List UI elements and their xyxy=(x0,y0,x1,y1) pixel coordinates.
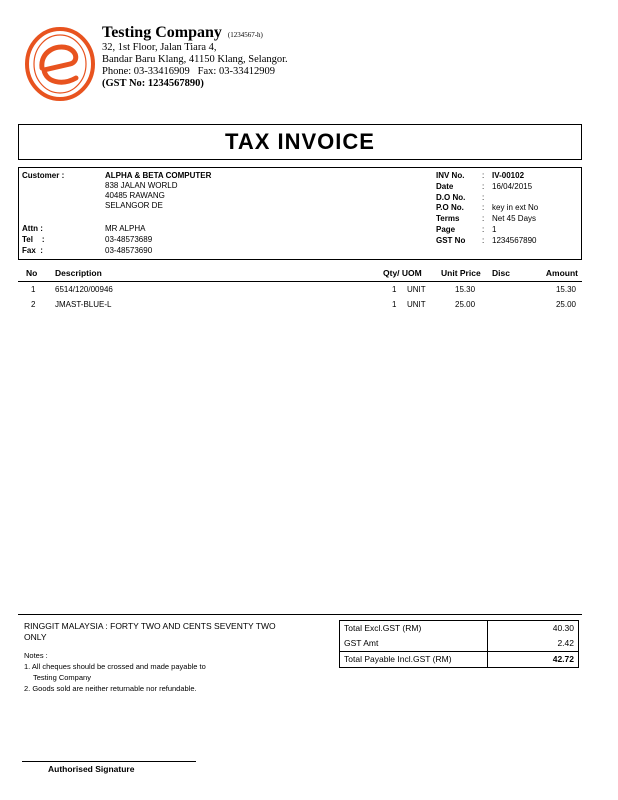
fax-value: 03-48573690 xyxy=(105,246,153,255)
total-label: Total Excl.GST (RM) xyxy=(344,623,422,633)
title-box xyxy=(18,124,582,160)
row-amount: 25.00 xyxy=(555,300,576,309)
total-row xyxy=(340,652,578,667)
meta-value: 16/04/2015 xyxy=(492,181,533,191)
meta-label: INV No. xyxy=(436,171,465,180)
total-value: 42.72 xyxy=(552,654,574,664)
meta-row: Terms : Net 45 Days xyxy=(436,214,537,224)
col-disc: Disc xyxy=(492,268,510,278)
note-1-payee: Testing Company xyxy=(33,673,91,682)
meta-value: IV-00102 xyxy=(492,171,525,180)
meta-row: P.O No. : key in ext No xyxy=(436,203,539,213)
col-description: Description xyxy=(55,268,102,278)
meta-label: P.O No. xyxy=(436,203,464,213)
note-2: 2. Goods sold are neither returnable nor refundable. xyxy=(24,684,197,693)
signature-label: Authorised Signature xyxy=(48,764,135,774)
meta-row: INV No. : IV-00102 xyxy=(436,171,525,180)
tel-value: 03-48573689 xyxy=(105,235,153,244)
company-address-1: 32, 1st Floor, Jalan Tiara 4, xyxy=(102,42,217,53)
e-letter-logo-icon xyxy=(22,26,98,102)
meta-row: GST No : 1234567890 xyxy=(436,235,537,245)
company-name-line xyxy=(102,24,288,42)
meta-row: Date : 16/04/2015 xyxy=(436,181,533,191)
company-header xyxy=(102,24,288,90)
meta-row: D.O No. : xyxy=(436,192,485,202)
row-qty: 1 xyxy=(392,300,397,309)
meta-label: Date xyxy=(436,181,454,191)
company-gst: (GST No: 1234567890) xyxy=(102,78,204,89)
customer-name: ALPHA & BETA COMPUTER xyxy=(105,171,212,180)
total-value: 2.42 xyxy=(557,638,574,648)
row-description: 6514/120/00946 xyxy=(55,285,113,294)
meta-value: 1234567890 xyxy=(492,235,537,245)
table-row xyxy=(0,285,618,296)
fax-label: Fax : xyxy=(22,246,43,255)
meta-value: 1 xyxy=(492,224,497,234)
col-unit-price: Unit Price xyxy=(441,268,481,278)
row-uom: UNIT xyxy=(407,300,426,309)
meta-row: Page : 1 xyxy=(436,224,497,234)
amount-in-words: RINGGIT MALAYSIA : FORTY TWO AND CENTS SEVENTY TWO ONLY xyxy=(24,621,276,642)
col-no: No xyxy=(26,268,38,278)
meta-value: key in ext No xyxy=(492,203,539,213)
company-reg-no: (1234567-h) xyxy=(227,31,263,39)
total-row xyxy=(340,636,578,651)
row-qty: 1 xyxy=(392,285,397,294)
footer-rule xyxy=(18,614,582,615)
total-row xyxy=(340,621,578,636)
invoice-meta xyxy=(436,171,576,247)
meta-label: D.O No. xyxy=(436,192,466,202)
customer-address-3: SELANGOR DE xyxy=(105,201,163,210)
row-uom: UNIT xyxy=(407,285,426,294)
tel-label: Tel : xyxy=(22,235,45,244)
col-amount: Amount xyxy=(545,268,578,278)
row-no: 1 xyxy=(31,285,36,294)
meta-label: Page xyxy=(436,224,456,234)
customer-label: Customer : xyxy=(22,171,65,180)
notes-label: Notes : xyxy=(24,651,48,660)
items-table-header xyxy=(0,268,618,280)
company-name: Testing Company xyxy=(102,24,222,41)
notes-block xyxy=(24,650,206,694)
signature-line xyxy=(22,761,196,762)
meta-label: GST No xyxy=(436,235,466,245)
row-description: JMAST-BLUE-L xyxy=(55,300,112,309)
totals-box xyxy=(339,620,579,668)
customer-address-1: 838 JALAN WORLD xyxy=(105,181,178,190)
row-amount: 15.30 xyxy=(555,285,576,294)
total-value: 40.30 xyxy=(552,623,574,633)
logo-e-letter xyxy=(42,47,76,82)
row-unit-price: 15.30 xyxy=(455,285,476,294)
note-1: 1. All cheques should be crossed and made payable to xyxy=(24,662,206,671)
total-label: GST Amt xyxy=(344,638,379,648)
meta-value: Net 45 Days xyxy=(492,214,537,224)
row-no: 2 xyxy=(31,300,36,309)
items-header-rule xyxy=(18,281,582,282)
attn-label: Attn : xyxy=(22,224,43,233)
customer-info-box xyxy=(18,167,582,260)
row-unit-price: 25.00 xyxy=(455,300,476,309)
meta-label: Terms xyxy=(436,214,460,224)
table-row xyxy=(0,300,618,311)
company-phone-fax: Phone: 03-33416909 Fax: 03-33412909 xyxy=(102,66,275,77)
customer-address-2: 40485 RAWANG xyxy=(105,191,165,200)
col-qty-uom: Qty/ UOM xyxy=(383,268,422,278)
attn-value: MR ALPHA xyxy=(105,224,146,233)
page-title: TAX INVOICE xyxy=(225,129,375,154)
company-address-2: Bandar Baru Klang, 41150 Klang, Selangor. xyxy=(102,54,288,65)
total-label: Total Payable Incl.GST (RM) xyxy=(344,654,452,664)
